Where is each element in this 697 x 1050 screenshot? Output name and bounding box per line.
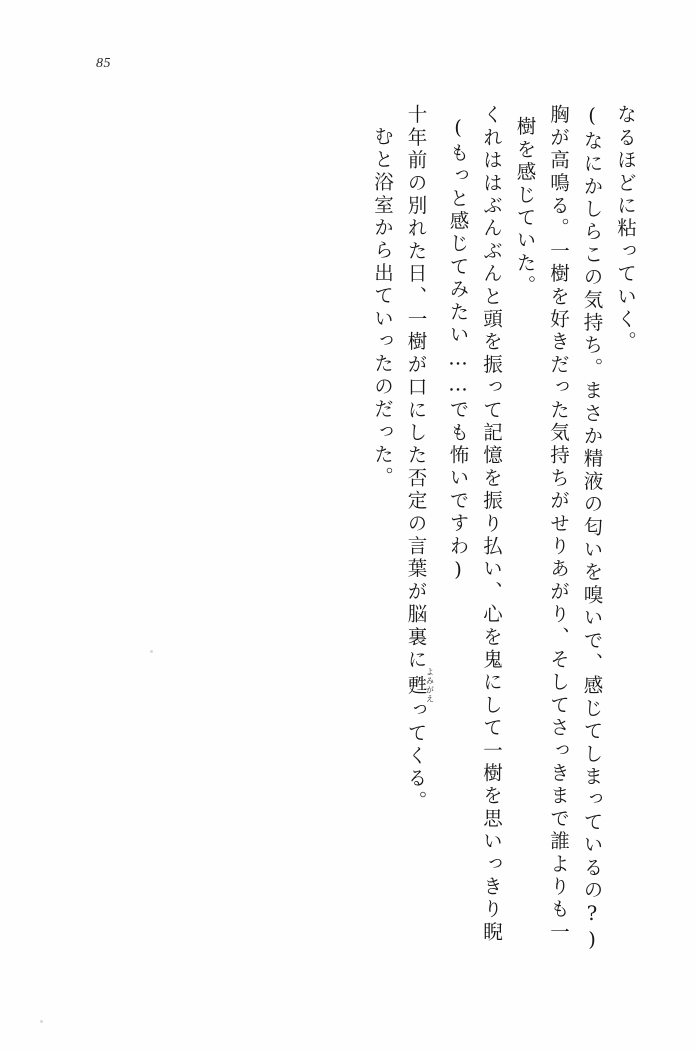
text-column-1: むと浴室から出ていったのだった。 xyxy=(371,126,394,490)
text-column-6: 胸が高鳴る。一樹を好きだった気持ちがせりあがり、そしてさっきまで誰よりも一 xyxy=(547,104,570,944)
page-number: 85 xyxy=(96,56,111,71)
text-column-7: (なにかしらこの気持ち。まさか精液の匂いを嗅いで、感じてしまっているの?) xyxy=(580,104,604,955)
ruby-annotation: 甦よみがえ xyxy=(404,667,435,704)
paper-speck xyxy=(150,650,153,653)
vertical-text-block xyxy=(359,104,636,984)
text-column-3: (もっと感じてみたい……でも怖いですわ) xyxy=(446,116,470,584)
text-column-5: 樹を感じていた。 xyxy=(513,116,537,298)
ruby-reading: よみがえ xyxy=(425,667,435,704)
text-column-4: くれははぶんぶんと頭を振って記憶を振り払い、心を鬼にして一樹を思いっきり睨 xyxy=(480,104,503,944)
text-column-8: なるほどに粘っていく。 xyxy=(614,104,637,354)
text-column-2: 十年前の別れた日、一樹が口にした否定の言葉が脳裏に甦よみがえってくる。 xyxy=(404,104,435,813)
paper-speck xyxy=(40,1020,43,1023)
